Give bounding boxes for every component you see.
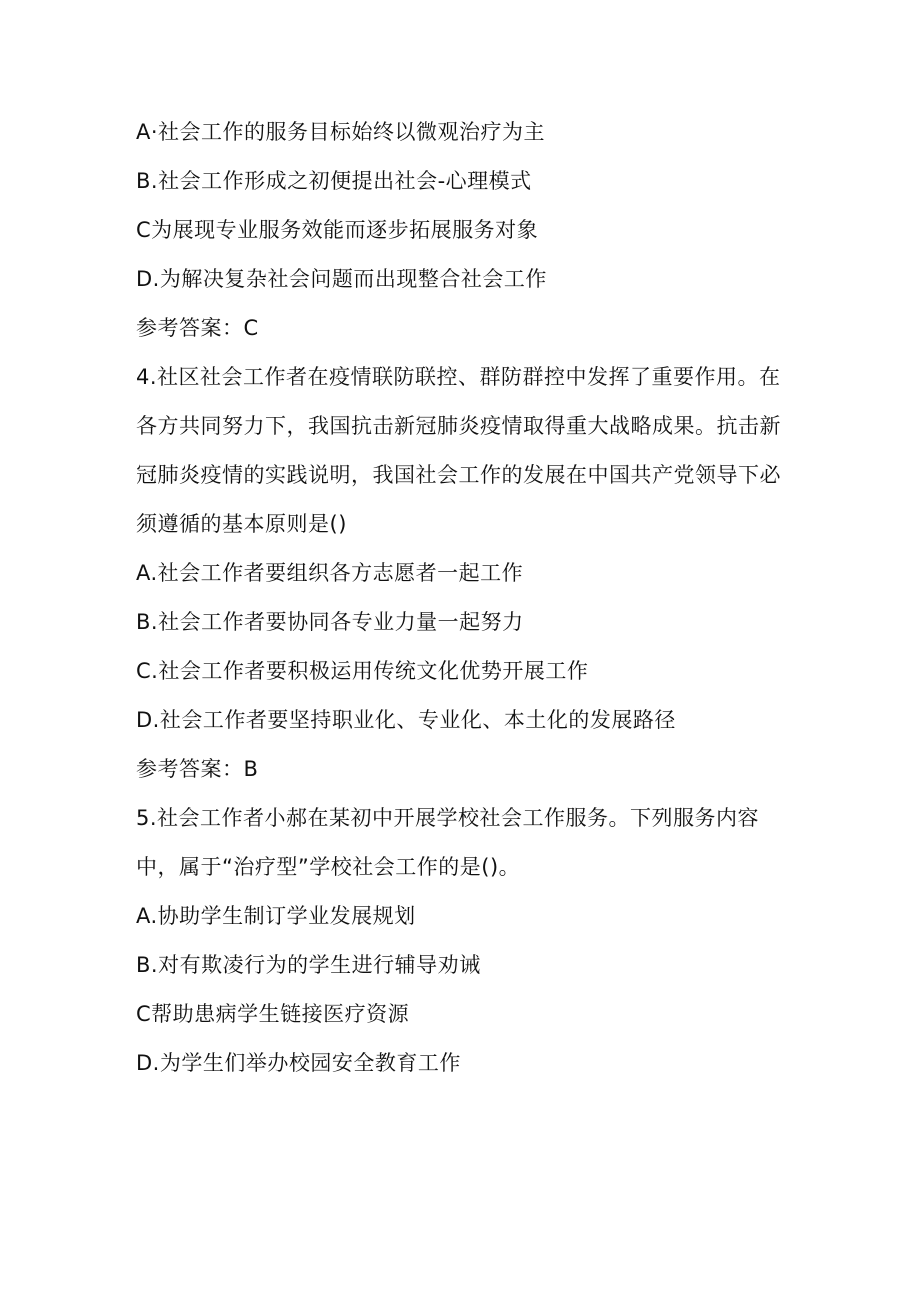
- q3-option-d: D.为解决复杂社会问题而出现整合社会工作: [136, 267, 547, 291]
- q4-option-c: C.社会工作者要积极运用传统文化优势开展工作: [136, 659, 589, 683]
- q3-option-b: B.社会工作形成之初便提出社会-心理模式: [136, 169, 532, 193]
- q5-option-b: B.对有欺凌行为的学生进行辅导劝诫: [136, 953, 481, 977]
- q4-option-d: D.社会工作者要坚持职业化、专业化、本土化的发展路径: [136, 708, 676, 732]
- q4-answer: 参考答案：B: [136, 757, 259, 781]
- q5-stem-line-1: 5.社会工作者小郝在某初中开展学校社会工作服务。下列服务内容: [136, 806, 760, 830]
- document-content: [136, 108, 796, 1088]
- q3-option-a: A·社会工作的服务目标始终以微观治疗为主: [136, 120, 546, 144]
- q3-option-c: C为展现专业服务效能而逐步拓展服务对象: [136, 218, 539, 242]
- q4-stem-line-1: 4.社区社会工作者在疫情联防联控、群防群控中发挥了重要作用。在: [136, 365, 781, 389]
- q5-option-a: A.协助学生制订学业发展规划: [136, 904, 416, 928]
- q4-stem-line-4: 须遵循的基本原则是(): [136, 512, 347, 536]
- q4-option-b: B.社会工作者要协同各专业力量一起努力: [136, 610, 524, 634]
- q4-stem-line-3: 冠肺炎疫情的实践说明，我国社会工作的发展在中国共产党领导下必: [136, 463, 781, 487]
- q4-stem-line-2: 各方共同努力下，我国抗击新冠肺炎疫情取得重大战略成果。抗击新: [136, 414, 781, 438]
- q3-answer: 参考答案：C: [136, 316, 259, 340]
- q5-option-d: D.为学生们举办校园安全教育工作: [136, 1051, 461, 1075]
- q5-option-c: C帮助患病学生链接医疗资源: [136, 1002, 410, 1026]
- q4-option-a: A.社会工作者要组织各方志愿者一起工作: [136, 561, 524, 585]
- q5-stem-line-2: 中，属于“治疗型”学校社会工作的是()。: [136, 855, 521, 879]
